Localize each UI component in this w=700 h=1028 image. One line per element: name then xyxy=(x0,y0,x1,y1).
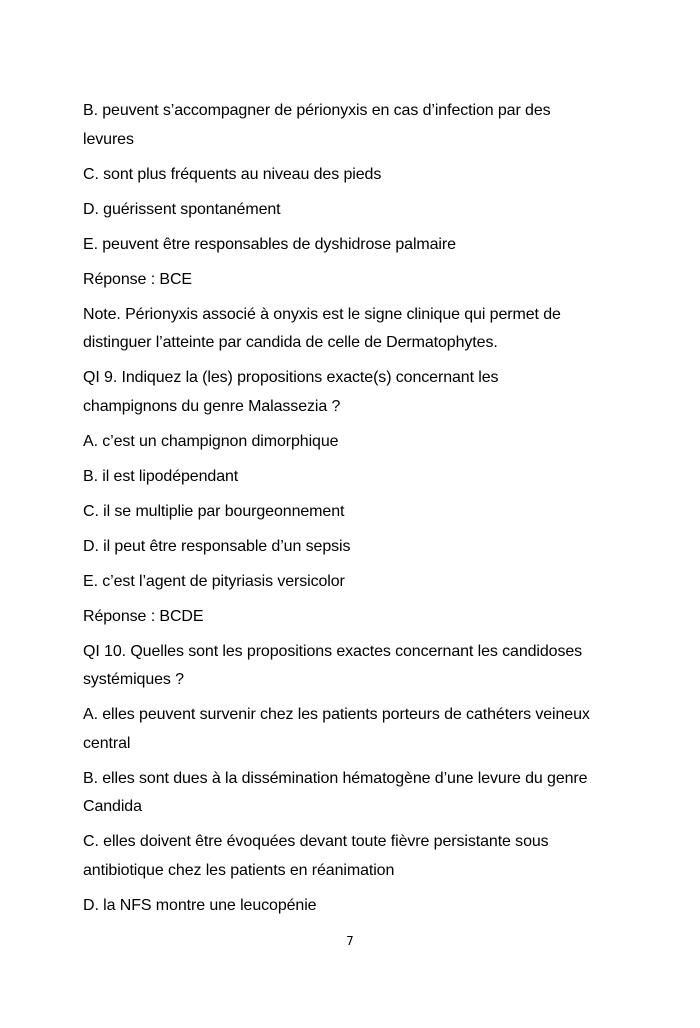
qi10-option-a xyxy=(83,701,633,758)
text-line: C. elles doivent être évoquées devant toute fièvre persistante sous xyxy=(83,833,549,850)
qi10-option-c xyxy=(83,828,633,885)
qi9-option-b xyxy=(83,463,633,492)
text-line: D. la NFS montre une leucopénie xyxy=(83,896,317,914)
text-line: systémiques ? xyxy=(83,671,184,688)
text-line: A. elles peuvent survenir chez les patients porteurs de cathéters veineux xyxy=(83,706,590,723)
text-line: antibiotique chez les patients en réanimation xyxy=(83,861,395,879)
question-qi9 xyxy=(83,364,633,421)
qi10-option-d xyxy=(83,892,633,921)
question-qi10 xyxy=(83,638,633,695)
text-line: C. il se multiplie par bourgeonnement xyxy=(83,502,345,520)
text-line: central xyxy=(83,734,131,752)
text-line: Réponse : BCE xyxy=(83,270,192,288)
text-line: Candida xyxy=(83,798,142,815)
page-content xyxy=(83,97,633,927)
text-line: Réponse : BCDE xyxy=(83,607,204,625)
text-line: levures xyxy=(83,130,134,148)
page-number: 7 xyxy=(346,934,354,948)
option-b-perionyxis xyxy=(83,97,633,154)
text-line: D. guérissent spontanément xyxy=(83,200,281,218)
qi9-option-e xyxy=(83,568,633,597)
option-e-dyshidrose xyxy=(83,231,633,260)
text-line: distinguer l’atteinte par candida de celle de Dermatophytes. xyxy=(83,334,498,351)
option-d-guerissent xyxy=(83,196,633,225)
qi9-answer xyxy=(83,603,633,632)
note-paragraph xyxy=(83,301,633,358)
text-line: B. elles sont dues à la dissémination hématogène d’une levure du genre xyxy=(83,769,588,787)
qi10-option-b xyxy=(83,765,633,822)
qi9-option-d xyxy=(83,533,633,562)
text-line: Note. Périonyxis associé à onyxis est le signe clinique qui permet de xyxy=(83,305,561,323)
text-line: QI 9. Indiquez la (les) propositions exacte(s) concernant les xyxy=(83,369,499,386)
qi9-option-a xyxy=(83,428,633,457)
text-line: E. c’est l’agent de pityriasis versicolor xyxy=(83,572,345,590)
text-line: C. sont plus fréquents au niveau des pieds xyxy=(83,165,382,183)
text-line: champignons du genre Malassezia ? xyxy=(83,397,341,415)
text-line: E. peuvent être responsables de dyshidrose palmaire xyxy=(83,235,456,253)
qi9-option-c xyxy=(83,498,633,527)
text-line: D. il peut être responsable d’un sepsis xyxy=(83,537,351,555)
text-line: B. peuvent s’accompagner de périonyxis en cas d’infection par des xyxy=(83,102,551,119)
text-line: B. il est lipodépendant xyxy=(83,467,239,485)
answer-previous xyxy=(83,266,633,295)
text-line: A. c’est un champignon dimorphique xyxy=(83,432,339,450)
text-line: QI 10. Quelles sont les propositions exactes concernant les candidoses xyxy=(83,642,583,660)
option-c-pieds xyxy=(83,161,633,190)
